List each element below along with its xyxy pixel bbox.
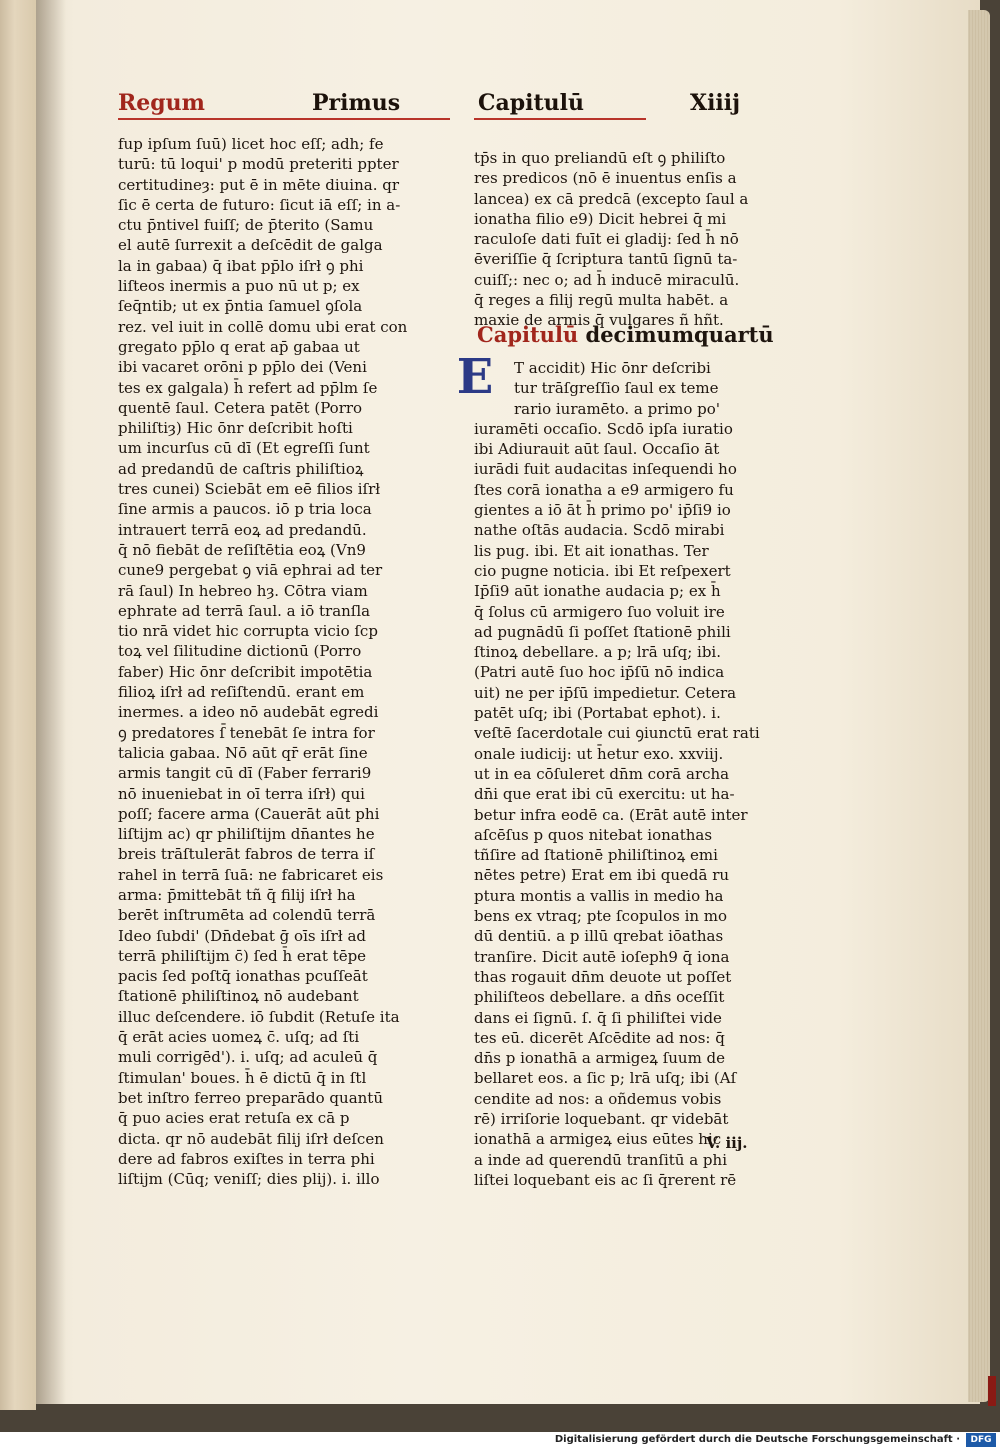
text-line: poſſ; facere arma (Cauerāt aūt phi [118,804,380,823]
text-line: dū dentiū. a p illū qrebat iōathas [474,927,724,946]
text-line: tranſire. Dicit autē ioſeph9 q̄ iona [474,947,730,966]
text-line: tio nrā videt hic corrupta vicio ſcp [118,622,378,641]
text-line: nathe oſtās audacia. Scdō mirabi [474,521,725,540]
text-line: turū: tū loqui' p modū preteriti ppter [118,155,399,174]
text-line: liſteos inermis a puo nū ut p; ex [118,277,360,296]
text-line: talicia gabaa. Nō aūt qr̄ erāt ſine [118,743,368,762]
text-line: T accidit) Hic ōnr deſcribi [514,359,711,377]
text-line: lancea) ex cā predcā (excepto ſaul a [474,189,749,208]
text-line: (Patri autē ſuo hoc ip̄ſū nō indica [474,663,725,682]
text-line: tes eū. dicerēt Aſcēdite ad nos: q̄ [474,1028,725,1047]
text-line: faber) Hic ōnr deſcribit impotētia [118,662,373,681]
text-line: patēt uſq; ibi (Portabat ephot). i. [474,704,721,723]
text-line: ēveriſſie q̄ ſcriptura tantū ſignū ta- [474,250,738,269]
text-line: cune9 pergebat ꝯ viā ephrai ad ter [118,561,383,580]
text-line: tes ex galgala) h̄ refert ad pp̄lm ſe [118,378,378,397]
text-line: intrauert terrā eoꝝ ad predandū. [118,520,367,539]
facing-page-sliver [0,0,36,1410]
text-line: veſtē ſacerdotale cui ꝯiunctū erat rati [474,724,760,743]
text-line: q̄ nō fiebāt de reſiſtētia eoꝝ (Vn9 [118,540,366,559]
text-line: a inde ad querendū tranſitū a phi [474,1150,727,1169]
text-line: arma: p̄mittebāt tñ q̄ filij iſrł ha [118,885,356,904]
text-line: bens ex vtraq; pte ſcopulos in mo [474,907,728,926]
text-line: dn̄i que erat ibi cū exercitu: ut ha- [474,785,735,804]
text-line: lis pug. ibi. Et ait ionathas. Ter [474,541,709,560]
text-line: aſcēſus p quos nitebat ionathas [474,825,713,844]
text-line: ſic ē certa de futuro: ſicut iā eſſ; in a- [118,195,401,214]
rubric-rule-right [474,118,646,120]
text-line: filioꝝ iſrł ad reſiſtendū. erant em [118,683,365,702]
text-line: ionatha filio e9) Dicit hebrei q̄ mi [474,209,727,228]
text-line: el autē ſurrexit a deſcēdit de galga [118,236,383,255]
chapter-label-text: Capitulū [478,90,585,116]
text-line: q̄ ſolus cū armigero ſuo voluit ire [474,602,725,621]
text-line: maxie de armis q̄ vulgares ñ hñt. [474,311,724,330]
running-head-book [118,86,205,120]
text-line: cio pugne noticia. ibi Et reſpexert [474,561,731,580]
text-line: iuramēti occaſio. Scdō ipſa iuratio [474,419,733,438]
text-line: dans ei ſignū. ſ. q̄ ſi philiſtei vide [474,1008,722,1027]
text-line: muli corrigēd'). i. uſq; ad aculeū q̄ [118,1048,378,1067]
text-line: berēt inſtrumēta ad colendū terrā [118,906,376,925]
text-line: ephrate ad terrā ſaul. a iō tranſla [118,601,371,620]
decorated-initial: E [456,349,494,405]
text-line: ſtes corā ionatha a e9 armigero fu [474,480,734,499]
text-line: ctu p̄ntivel fuiſſ; de p̄terito (Samu [118,216,374,235]
text-line: um incurſus cū dī (Et egreſſi ſunt [118,439,370,458]
left-text-column [118,134,408,1189]
text-line: ibi Adiurauit aūt ſaul. Occaſio āt [474,440,720,459]
text-line: illuc deſcendere. iō ſubdit (Retuſe ita [118,1007,400,1026]
text-line: rez. vel iuit in collē domu ubi erat con [118,317,408,336]
text-line: ut in ea cōſuleret dn̄m corā archa [474,764,730,783]
text-line: ſeq̄ntib; ut ex p̄ntia ſamuel ꝯſola [118,297,363,316]
text-line: la in gabaa) q̄ ibat pp̄lo iſrł ꝯ phi [118,256,364,275]
text-line: philiſteos debellare. a dn̄s oceſſit [474,988,725,1007]
text-line: ad predandū de caſtris philiſtioꝝ [118,459,364,478]
text-line: breis trāſtulerāt fabros de terra iſ [118,845,375,864]
chapter-heading-ordinal: decimumquartū [585,322,774,347]
running-head-chapter-number [690,86,740,120]
signature-mark: V. iij. [706,1134,748,1152]
text-line: rario iuramēto. a primo po' [514,399,720,418]
text-line: fup ipſum ſuū) licet hoc eſſ; adh; fe [118,135,384,153]
text-line: q̄ puo acies erat retuſa ex cā p [118,1109,350,1128]
chapter-heading [477,318,777,352]
text-line: inermes. a ideo nō audebāt egredi [118,703,379,722]
text-line: betur infra eodē ca. (Erāt autē inter [474,805,748,824]
dfg-logo: DFG [966,1433,996,1447]
text-line: iurādi fuit audacitas inſequendi ho [474,460,737,479]
text-line: bellaret eos. a ſic p; lrā uſq; ibi (Aſ [474,1069,737,1088]
text-line: cuiſſ;: nec o; ad h̄ inducē miraculū. [474,270,740,289]
text-line: tur trāſgreſſio ſaul ex teme [514,379,719,398]
text-line: nō inueniebat in oī terra iſrł) qui [118,784,365,803]
text-line: uit) ne per ip̄ſū impedietur. Cetera [474,683,737,702]
text-line: certitudineȝ: put ē in mēte diuina. qr [118,175,400,194]
text-line: Ip̄ſi9 aūt ionathe audacia p; ex h̄ [474,582,721,601]
text-line: pacis ſed poſtq̄ ionathas pcuſſeāt [118,967,368,986]
text-line: bet inſtro ferreo preparādo quantū [118,1088,383,1107]
text-line: philiſtiȝ) Hic ōnr deſcribit hoſti [118,419,353,438]
text-line: tp̄s in quo preliandū eſt ꝯ philiſto [474,149,726,167]
rubric-initial: Regum [118,90,205,116]
rubric-rule-left [118,118,450,120]
right-text-column-body [474,358,764,1190]
running-head-book-number [312,86,400,120]
text-line: tñſire ad ſtationē philiſtinoꝝ emi [474,846,718,865]
text-line: res predicos (nō ē inuentus enſis a [474,169,737,188]
text-line: thas rogauit dn̄m deuote ut poſſet [474,967,732,986]
text-line: ꝯ predatores ſ̄ tenebāt ſe intra for [118,723,375,742]
text-line: dicta. qr nō audebāt filij iſrł deſcen [118,1129,384,1148]
bookmark-ribbon [988,1376,996,1406]
text-line: ptura montis a vallis in medio ha [474,886,724,905]
gutter-shadow [36,0,66,1404]
text-line: ibi vacaret orōni p pp̄lo dei (Veni [118,358,367,377]
chapter-number-text: Xiiij [690,90,741,116]
text-line: gientes a iō āt h̄ primo po' ip̄ſi9 io [474,501,731,520]
text-line: liſtijm (Cūq; veniſſ; dies plij). i. illo [118,1170,380,1189]
text-line: liſtei loquebant eis ac ſi q̄rerent rē [474,1170,737,1189]
text-line: toꝝ vel ſilitudine dictionū (Porro [118,642,362,661]
text-line: Ideo ſubdi' (Dn̄debat ḡ oīs iſrł ad [118,926,367,945]
page-edges [968,10,990,1402]
text-line: liſtijm ac) qr philiſtijm dn̄antes he [118,825,375,844]
text-line: ſine armis a paucos. iō p tria loca [118,500,372,519]
text-line: armis tangit cū dī (Faber ferrari9 [118,764,372,783]
text-line: rahel in terrā ſuā: ne fabricaret eis [118,865,384,884]
text-line: rē) irriſorie loquebant. qr videbāt [474,1109,729,1128]
chapter-heading-capitulum: Capitulū [477,322,579,347]
text-line: onale iudicij: ut h̄etur exo. xxviij. [474,744,724,763]
text-line: terrā philiſtijm c̄) ſed h̄ erat tēpe [118,946,367,965]
text-line: q̄ reges a filij regū multa habēt. a [474,291,729,310]
footer-credit: Digitalisierung gefördert durch die Deutsche Forschungsgemeinschaft · [554,1434,960,1445]
running-head-chapter-label [478,86,584,120]
text-line: raculoſe dati fuīt ei gladij: ſed h̄ nō [474,230,739,249]
text-line: quentē ſaul. Cetera patēt (Porro [118,398,363,417]
text-line: ionathā a armigeꝝ eius eūtes hic [474,1130,722,1149]
text-line: nētes petre) Erat em ibi quedā ru [474,866,730,885]
text-line: ſtimulan' boues. h̄ ē dictū q̄ in ſtl [118,1068,367,1087]
text-line: tres cunei) Sciebāt em eē filios iſrł [118,480,381,499]
text-line: ſtationē philiſtinoꝝ nō audebant [118,987,359,1006]
right-text-column-top [474,148,764,331]
text-line: dn̄s p ionathā a armigeꝝ ſuum de [474,1049,726,1068]
text-line: gregato pp̄lo q erat ap̄ gabaa ut [118,337,360,356]
text-line: rā ſaul) In hebreo hȝ. Cōtra viam [118,581,368,600]
text-line: dere ad fabros exiſtes in terra phi [118,1149,375,1168]
text-line: cendite ad nos: a oñdemus vobis [474,1089,722,1108]
text-line: q̄ erāt acies uomeꝝ c̄. uſq; ad ſti [118,1028,360,1047]
text-line: ad pugnādū ſi poſſet ſtationē phili [474,622,731,641]
book-number-text: Primus [312,90,401,116]
text-line: ſtinoꝝ debellare. a p; lrā uſq; ibi. [474,643,722,662]
